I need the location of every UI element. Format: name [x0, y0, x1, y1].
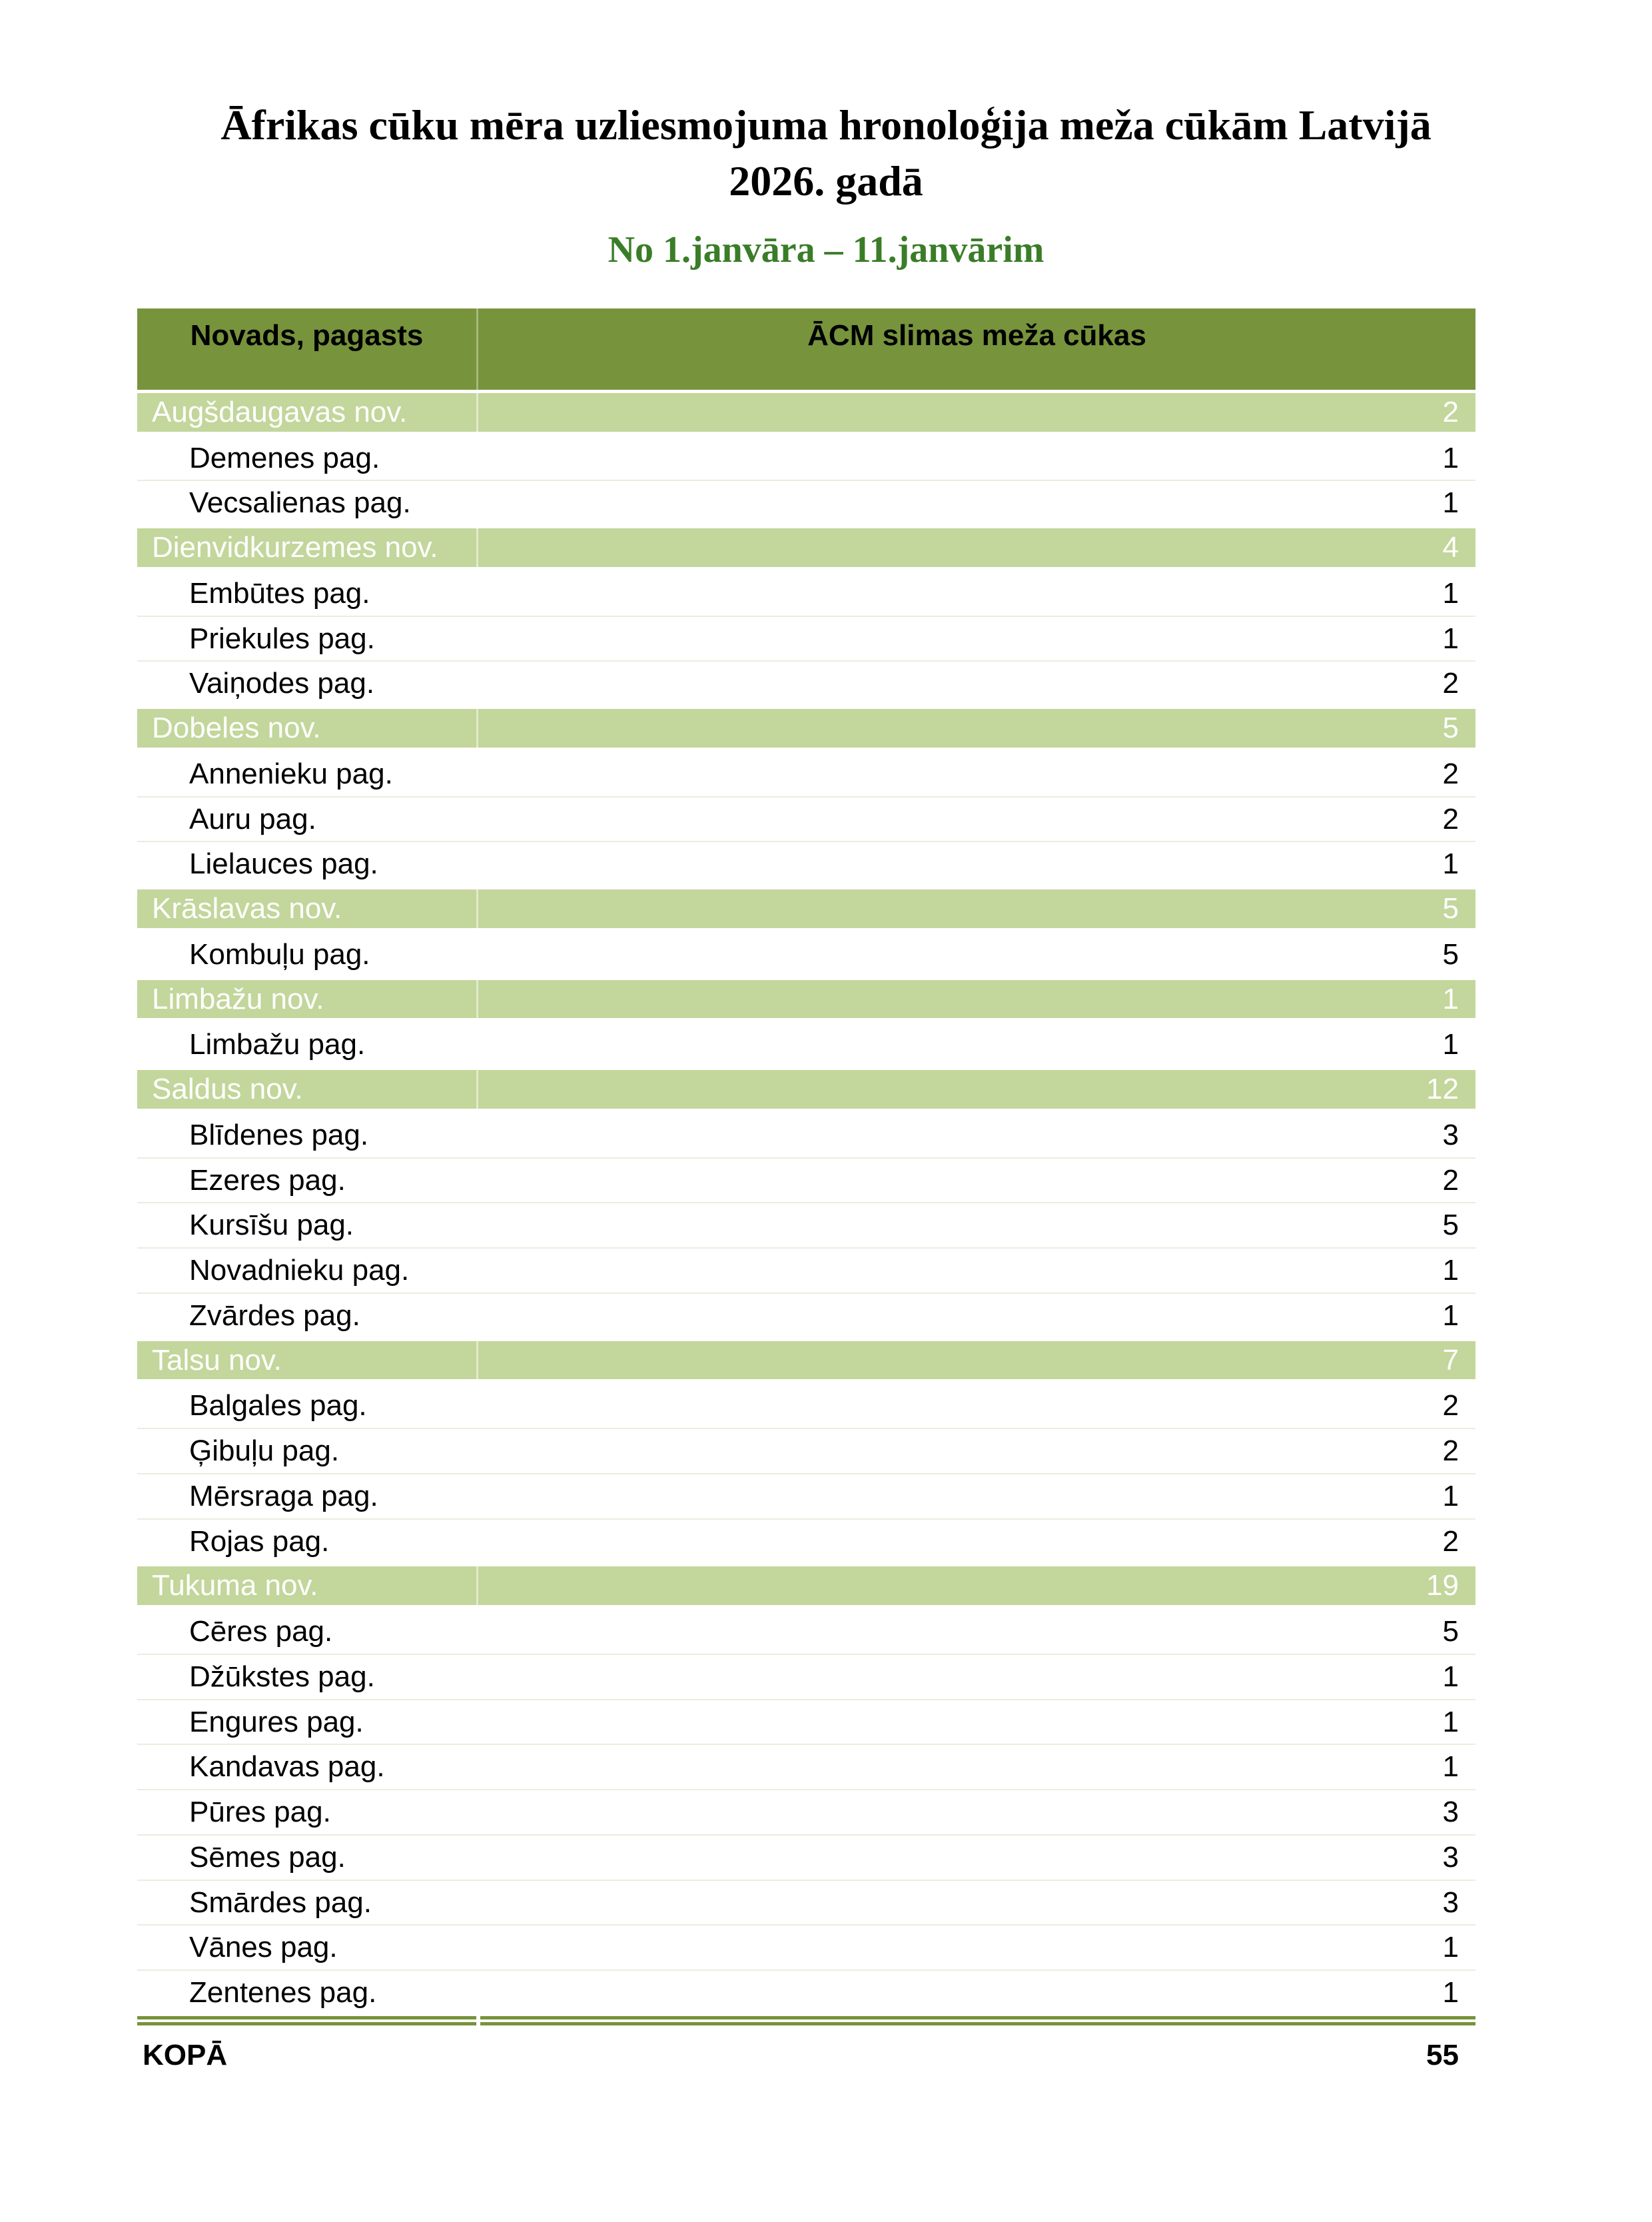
parish-row [137, 616, 1475, 661]
parish-row [137, 660, 1475, 706]
parish-row-label: Kombuļu pag. [189, 937, 370, 971]
parish-row-count: 1 [1442, 1976, 1459, 2009]
parish-row-count: 5 [1442, 1615, 1459, 1648]
asf-cases-table [137, 308, 1475, 2085]
parish-row-label: Demenes pag. [189, 441, 380, 474]
page-title [0, 97, 1652, 210]
parish-row-label: Sēmes pag. [189, 1840, 346, 1874]
parish-row-count: 1 [1442, 622, 1459, 655]
parish-row [137, 1969, 1475, 2015]
parish-row-count: 2 [1442, 1389, 1459, 1422]
parish-row-label: Limbažu pag. [189, 1028, 366, 1061]
parish-row-label: Ģibuļu pag. [189, 1434, 340, 1468]
parish-row [137, 1293, 1475, 1338]
parish-row-count: 2 [1442, 1434, 1459, 1468]
parish-row-count: 2 [1442, 1163, 1459, 1197]
parish-row-label: Ezeres pag. [189, 1163, 346, 1197]
parish-row-label: Vānes pag. [189, 1931, 338, 1964]
parish-row-count: 5 [1442, 937, 1459, 971]
district-row-label: Saldus nov. [137, 1070, 478, 1109]
table-body [137, 390, 1475, 2015]
parish-row [137, 931, 1475, 977]
parish-row-label: Vaiņodes pag. [189, 667, 375, 700]
district-row [137, 1563, 1475, 1608]
parish-row-label: Džūkstes pag. [189, 1660, 375, 1693]
parish-row-label: Kursīšu pag. [189, 1209, 354, 1242]
parish-row-label: Lielauces pag. [189, 847, 378, 881]
parish-row-label: Balgales pag. [189, 1389, 367, 1422]
district-row-label: Talsu nov. [137, 1341, 478, 1380]
district-row [137, 886, 1475, 931]
parish-row-label: Embūtes pag. [189, 576, 370, 610]
parish-row-label: Priekules pag. [189, 622, 375, 655]
parish-row [137, 1608, 1475, 1654]
parish-row [137, 1654, 1475, 1699]
parish-row-label: Vecsalienas pag. [189, 486, 411, 520]
parish-row-label: Zentenes pag. [189, 1976, 377, 2009]
parish-row-count: 3 [1442, 1886, 1459, 1919]
parish-row-count: 2 [1442, 757, 1459, 790]
district-row-label: Dienvidkurzemes nov. [137, 528, 478, 567]
parish-row-count: 1 [1442, 1254, 1459, 1287]
parish-row [137, 841, 1475, 886]
table-header-row [137, 308, 1475, 390]
district-row [137, 390, 1475, 435]
district-row [137, 1338, 1475, 1383]
column-header-novads-pagasts: Novads, pagasts [137, 308, 478, 390]
parish-row-count: 1 [1442, 1931, 1459, 1964]
parish-row [137, 435, 1475, 480]
parish-row [137, 1383, 1475, 1428]
parish-row [137, 796, 1475, 841]
district-row-count: 2 [1442, 395, 1459, 428]
parish-row [137, 1021, 1475, 1067]
district-row-count: 5 [1442, 712, 1459, 745]
parish-row-count: 1 [1442, 1299, 1459, 1332]
parish-row [137, 570, 1475, 616]
parish-row-count: 1 [1442, 847, 1459, 881]
parish-row-count: 1 [1442, 1750, 1459, 1784]
district-row-count: 4 [1442, 531, 1459, 564]
district-row-label: Augšdaugavas nov. [137, 393, 478, 432]
parish-row-count: 1 [1442, 1705, 1459, 1738]
district-row-count: 7 [1442, 1343, 1459, 1377]
parish-row-count: 1 [1442, 441, 1459, 474]
parish-row [137, 1157, 1475, 1203]
parish-row-label: Auru pag. [189, 802, 316, 835]
district-row [137, 525, 1475, 570]
parish-row [137, 1473, 1475, 1518]
page-title-line2: 2026. gadā [729, 157, 923, 205]
parish-row-label: Engures pag. [189, 1705, 364, 1738]
parish-row-label: Rojas pag. [189, 1524, 330, 1558]
parish-row [137, 1834, 1475, 1880]
parish-row-count: 3 [1442, 1118, 1459, 1151]
district-row [137, 977, 1475, 1022]
parish-row-count: 2 [1442, 1524, 1459, 1558]
parish-row-count: 3 [1442, 1840, 1459, 1874]
parish-row [137, 480, 1475, 525]
district-row-count: 12 [1426, 1073, 1459, 1106]
parish-row [137, 1924, 1475, 1969]
district-row-label: Krāslavas nov. [137, 889, 478, 928]
total-label: KOPĀ [143, 2038, 228, 2071]
district-row-label: Dobeles nov. [137, 709, 478, 748]
parish-row-label: Pūres pag. [189, 1796, 331, 1829]
parish-row-label: Novadnieku pag. [189, 1254, 410, 1287]
parish-row-label: Annenieku pag. [189, 757, 393, 790]
page-subtitle: No 1.janvāra – 11.janvārim [608, 229, 1044, 271]
parish-row [137, 1789, 1475, 1834]
total-divider-double-line [137, 2016, 1475, 2025]
parish-row-label: Kandavas pag. [189, 1750, 385, 1784]
total-row [137, 2025, 1475, 2085]
total-value: 55 [1426, 2038, 1459, 2071]
parish-row [137, 1518, 1475, 1564]
page-title-line1: Āfrikas cūku mēra uzliesmojuma hronoloģija meža cūkām Latvijā [220, 101, 1432, 149]
parish-row-label: Smārdes pag. [189, 1886, 372, 1919]
parish-row [137, 1428, 1475, 1473]
parish-row-label: Blīdenes pag. [189, 1118, 369, 1151]
parish-row-label: Mērsraga pag. [189, 1479, 378, 1512]
parish-row [137, 751, 1475, 796]
district-row-count: 1 [1442, 982, 1459, 1015]
parish-row-count: 1 [1442, 1028, 1459, 1061]
district-row-count: 5 [1442, 892, 1459, 925]
parish-row [137, 1112, 1475, 1157]
district-row-label: Limbažu nov. [137, 980, 478, 1019]
parish-row-label: Cēres pag. [189, 1615, 333, 1648]
column-header-acm-slimas: ĀCM slimas meža cūkas [807, 318, 1146, 352]
parish-row-count: 5 [1442, 1209, 1459, 1242]
parish-row-count: 1 [1442, 576, 1459, 610]
parish-row-count: 1 [1442, 1660, 1459, 1693]
district-row [137, 706, 1475, 751]
district-row-count: 19 [1426, 1569, 1459, 1602]
district-row-label: Tukuma nov. [137, 1566, 478, 1605]
parish-row-label: Zvārdes pag. [189, 1299, 360, 1332]
parish-row-count: 2 [1442, 667, 1459, 700]
parish-row [137, 1744, 1475, 1789]
parish-row-count: 1 [1442, 1479, 1459, 1512]
parish-row-count: 3 [1442, 1796, 1459, 1829]
parish-row [137, 1699, 1475, 1744]
parish-row [137, 1247, 1475, 1293]
parish-row-count: 2 [1442, 802, 1459, 835]
district-row [137, 1067, 1475, 1112]
parish-row-count: 1 [1442, 486, 1459, 520]
parish-row [137, 1880, 1475, 1925]
parish-row [137, 1202, 1475, 1247]
